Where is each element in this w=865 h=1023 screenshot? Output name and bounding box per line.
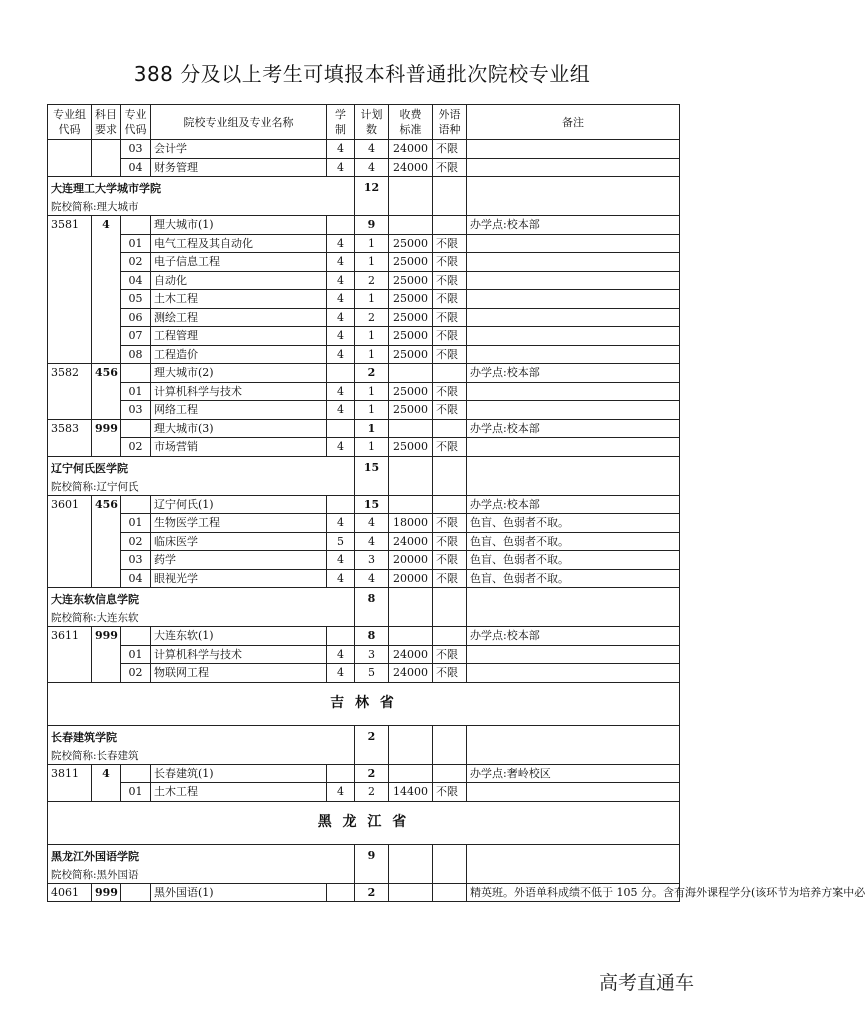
major-name: 物联网工程 xyxy=(151,664,327,683)
language: 不限 xyxy=(433,514,467,533)
plan: 4 xyxy=(355,514,389,533)
header-years: 学 制 xyxy=(327,105,355,140)
note: 办学点:校本部 xyxy=(467,364,680,383)
note xyxy=(467,645,680,664)
language: 不限 xyxy=(433,645,467,664)
empty-cell xyxy=(467,588,680,627)
major-code: 02 xyxy=(121,532,151,551)
group-plan: 8 xyxy=(355,627,389,646)
group-row xyxy=(48,764,680,783)
years: 4 xyxy=(327,551,355,570)
plan: 5 xyxy=(355,664,389,683)
major-row xyxy=(48,382,680,401)
empty-cell xyxy=(467,177,680,216)
institution-short-name: 院校简称:大连东软 xyxy=(51,612,139,624)
fee xyxy=(389,419,433,438)
empty-cell xyxy=(467,844,680,883)
plan: 1 xyxy=(355,345,389,364)
years xyxy=(327,627,355,646)
province-row xyxy=(48,801,680,844)
institution-row xyxy=(48,844,680,883)
major-code: 02 xyxy=(121,253,151,272)
institution-cell xyxy=(48,588,355,627)
empty-cell xyxy=(467,456,680,495)
header-note: 备注 xyxy=(467,105,680,140)
language: 不限 xyxy=(433,345,467,364)
empty-cell xyxy=(433,725,467,764)
major-code: 05 xyxy=(121,290,151,309)
language xyxy=(433,764,467,783)
fee: 24000 xyxy=(389,158,433,177)
note: 色盲、色弱者不取。 xyxy=(467,569,680,588)
major-code: 01 xyxy=(121,382,151,401)
years: 4 xyxy=(327,271,355,290)
note xyxy=(467,253,680,272)
group-plan: 2 xyxy=(355,883,389,902)
group-code: 3583 xyxy=(48,419,92,456)
group-row xyxy=(48,364,680,383)
major-row xyxy=(48,140,680,159)
major-name: 电气工程及其自动化 xyxy=(151,234,327,253)
years: 4 xyxy=(327,345,355,364)
major-code: 04 xyxy=(121,569,151,588)
institution-name: 黑龙江外国语学院 xyxy=(51,849,139,863)
years xyxy=(327,764,355,783)
major-name: 工程管理 xyxy=(151,327,327,346)
major-name: 电子信息工程 xyxy=(151,253,327,272)
subject-requirement: 999 xyxy=(92,419,121,456)
note xyxy=(467,140,680,159)
fee: 25000 xyxy=(389,327,433,346)
major-name: 自动化 xyxy=(151,271,327,290)
fee: 25000 xyxy=(389,234,433,253)
header-plan: 计划 数 xyxy=(355,105,389,140)
major-code: 07 xyxy=(121,327,151,346)
language: 不限 xyxy=(433,382,467,401)
major-row xyxy=(48,158,680,177)
header-group-code: 专业组 代码 xyxy=(48,105,92,140)
major-row xyxy=(48,271,680,290)
language: 不限 xyxy=(433,401,467,420)
language: 不限 xyxy=(433,532,467,551)
institution-name: 辽宁何氏医学院 xyxy=(51,461,128,475)
group-plan: 1 xyxy=(355,419,389,438)
subject-requirement xyxy=(92,140,121,177)
major-code: 03 xyxy=(121,140,151,159)
header-subject-req: 科目 要求 xyxy=(92,105,121,140)
major-name: 土木工程 xyxy=(151,783,327,802)
years: 4 xyxy=(327,234,355,253)
note xyxy=(467,783,680,802)
years: 4 xyxy=(327,158,355,177)
group-row xyxy=(48,419,680,438)
years: 4 xyxy=(327,514,355,533)
group-row xyxy=(48,883,680,902)
years: 4 xyxy=(327,664,355,683)
fee xyxy=(389,216,433,235)
empty-cell xyxy=(433,456,467,495)
language: 不限 xyxy=(433,140,467,159)
major-row xyxy=(48,253,680,272)
institution-cell xyxy=(48,456,355,495)
major-code: 08 xyxy=(121,345,151,364)
language: 不限 xyxy=(433,551,467,570)
major-name: 药学 xyxy=(151,551,327,570)
major-code: 03 xyxy=(121,401,151,420)
plan: 1 xyxy=(355,290,389,309)
major-code xyxy=(121,764,151,783)
major-name: 网络工程 xyxy=(151,401,327,420)
major-row xyxy=(48,532,680,551)
major-row xyxy=(48,234,680,253)
fee: 18000 xyxy=(389,514,433,533)
empty-cell xyxy=(433,177,467,216)
group-row xyxy=(48,495,680,514)
institution-plan: 2 xyxy=(355,725,389,764)
plan: 1 xyxy=(355,401,389,420)
major-code: 03 xyxy=(121,551,151,570)
table-header-row xyxy=(48,105,680,140)
group-name: 大连东软(1) xyxy=(151,627,327,646)
group-code: 3582 xyxy=(48,364,92,420)
major-code: 02 xyxy=(121,664,151,683)
fee: 25000 xyxy=(389,271,433,290)
years xyxy=(327,419,355,438)
years: 4 xyxy=(327,401,355,420)
subject-requirement: 4 xyxy=(92,764,121,801)
institution-short-name: 院校简称:辽宁何氏 xyxy=(51,480,139,493)
province-row xyxy=(48,682,680,725)
empty-cell xyxy=(389,725,433,764)
institution-cell xyxy=(48,725,355,764)
institution-row xyxy=(48,588,680,627)
group-row xyxy=(48,627,680,646)
years: 4 xyxy=(327,783,355,802)
major-code: 01 xyxy=(121,234,151,253)
plan: 4 xyxy=(355,532,389,551)
fee: 24000 xyxy=(389,664,433,683)
note xyxy=(467,271,680,290)
plan: 2 xyxy=(355,308,389,327)
years xyxy=(327,364,355,383)
empty-cell xyxy=(467,725,680,764)
note xyxy=(467,345,680,364)
fee: 25000 xyxy=(389,401,433,420)
institution-name: 大连东软信息学院 xyxy=(51,593,139,606)
language: 不限 xyxy=(433,783,467,802)
major-code xyxy=(121,419,151,438)
header-name: 院校专业组及专业名称 xyxy=(151,105,327,140)
years: 4 xyxy=(327,327,355,346)
plan: 3 xyxy=(355,551,389,570)
language xyxy=(433,495,467,514)
plan: 1 xyxy=(355,327,389,346)
group-code: 3601 xyxy=(48,495,92,588)
years: 4 xyxy=(327,140,355,159)
institution-name: 长春建筑学院 xyxy=(51,730,117,744)
note: 色盲、色弱者不取。 xyxy=(467,551,680,570)
note: 色盲、色弱者不取。 xyxy=(467,514,680,533)
fee xyxy=(389,495,433,514)
years: 5 xyxy=(327,532,355,551)
empty-cell xyxy=(389,844,433,883)
years: 4 xyxy=(327,290,355,309)
institution-row xyxy=(48,456,680,495)
note xyxy=(467,234,680,253)
major-row xyxy=(48,569,680,588)
note xyxy=(467,382,680,401)
group-name: 黑外国语(1) xyxy=(151,883,327,902)
plan: 1 xyxy=(355,382,389,401)
language xyxy=(433,364,467,383)
major-row xyxy=(48,783,680,802)
group-code: 3811 xyxy=(48,764,92,801)
major-code: 06 xyxy=(121,308,151,327)
major-code xyxy=(121,364,151,383)
major-row xyxy=(48,645,680,664)
group-code: 3581 xyxy=(48,216,92,364)
years: 4 xyxy=(327,645,355,664)
fee xyxy=(389,764,433,783)
years: 4 xyxy=(327,438,355,457)
watermark: 高考直通车 xyxy=(598,972,694,994)
province-name: 吉 林 省 xyxy=(48,682,680,725)
group-name: 理大城市(3) xyxy=(151,419,327,438)
major-code: 04 xyxy=(121,271,151,290)
major-row xyxy=(48,345,680,364)
plan: 1 xyxy=(355,253,389,272)
major-row xyxy=(48,438,680,457)
plan: 3 xyxy=(355,645,389,664)
plan: 2 xyxy=(355,271,389,290)
major-code xyxy=(121,495,151,514)
header-major-code: 专业 代码 xyxy=(121,105,151,140)
language: 不限 xyxy=(433,664,467,683)
note: 办学点:校本部 xyxy=(467,216,680,235)
language: 不限 xyxy=(433,438,467,457)
fee: 25000 xyxy=(389,290,433,309)
language: 不限 xyxy=(433,234,467,253)
fee xyxy=(389,883,433,902)
fee: 25000 xyxy=(389,308,433,327)
major-name: 财务管理 xyxy=(151,158,327,177)
note: 办学点:校本部 xyxy=(467,419,680,438)
major-code: 02 xyxy=(121,438,151,457)
empty-cell xyxy=(389,177,433,216)
group-plan: 15 xyxy=(355,495,389,514)
major-name: 计算机科学与技术 xyxy=(151,645,327,664)
institution-short-name: 院校简称:长春建筑 xyxy=(51,749,139,762)
plan: 4 xyxy=(355,158,389,177)
fee: 24000 xyxy=(389,140,433,159)
major-name: 眼视光学 xyxy=(151,569,327,588)
language xyxy=(433,883,467,902)
empty-cell xyxy=(389,456,433,495)
empty-cell xyxy=(433,588,467,627)
institution-short-name: 院校简称:黑外国语 xyxy=(51,868,139,881)
fee: 25000 xyxy=(389,345,433,364)
note: 办学点:奢岭校区 xyxy=(467,764,680,783)
group-name: 辽宁何氏(1) xyxy=(151,495,327,514)
major-row xyxy=(48,290,680,309)
note xyxy=(467,438,680,457)
major-row xyxy=(48,664,680,683)
institution-plan: 9 xyxy=(355,844,389,883)
header-fee: 收费 标准 xyxy=(389,105,433,140)
language: 不限 xyxy=(433,569,467,588)
institution-plan: 15 xyxy=(355,456,389,495)
subject-requirement: 4 xyxy=(92,216,121,364)
major-code: 04 xyxy=(121,158,151,177)
empty-cell xyxy=(433,844,467,883)
plan: 4 xyxy=(355,140,389,159)
plan: 2 xyxy=(355,783,389,802)
province-name: 黑 龙 江 省 xyxy=(48,801,680,844)
subject-requirement: 456 xyxy=(92,495,121,588)
note xyxy=(467,664,680,683)
fee xyxy=(389,627,433,646)
years xyxy=(327,216,355,235)
note xyxy=(467,290,680,309)
group-name: 理大城市(2) xyxy=(151,364,327,383)
major-row xyxy=(48,401,680,420)
group-row xyxy=(48,216,680,235)
note: 办学点:校本部 xyxy=(467,495,680,514)
group-code: 3611 xyxy=(48,627,92,683)
major-row xyxy=(48,308,680,327)
major-name: 土木工程 xyxy=(151,290,327,309)
major-name: 计算机科学与技术 xyxy=(151,382,327,401)
plan: 1 xyxy=(355,438,389,457)
group-name: 理大城市(1) xyxy=(151,216,327,235)
years: 4 xyxy=(327,308,355,327)
major-code xyxy=(121,627,151,646)
header-lang: 外语 语种 xyxy=(433,105,467,140)
fee: 20000 xyxy=(389,551,433,570)
major-name: 测绘工程 xyxy=(151,308,327,327)
major-code: 01 xyxy=(121,783,151,802)
major-code xyxy=(121,883,151,902)
major-name: 市场营销 xyxy=(151,438,327,457)
language: 不限 xyxy=(433,253,467,272)
fee: 14400 xyxy=(389,783,433,802)
language: 不限 xyxy=(433,158,467,177)
group-name: 长春建筑(1) xyxy=(151,764,327,783)
language: 不限 xyxy=(433,308,467,327)
years: 4 xyxy=(327,382,355,401)
years xyxy=(327,495,355,514)
group-plan: 2 xyxy=(355,364,389,383)
fee: 20000 xyxy=(389,569,433,588)
major-code xyxy=(121,216,151,235)
language xyxy=(433,216,467,235)
subject-requirement: 999 xyxy=(92,883,121,902)
group-code: 4061 xyxy=(48,883,92,902)
note xyxy=(467,158,680,177)
institution-plan: 8 xyxy=(355,588,389,627)
major-name: 临床医学 xyxy=(151,532,327,551)
fee: 24000 xyxy=(389,645,433,664)
note: 精英班。外语单科成绩不低于 105 分。含有海外课程学分(该环节为培养方案中必 xyxy=(467,883,680,902)
group-plan: 2 xyxy=(355,764,389,783)
institution-cell xyxy=(48,177,355,216)
major-code: 01 xyxy=(121,514,151,533)
major-name: 会计学 xyxy=(151,140,327,159)
institution-row xyxy=(48,725,680,764)
major-code: 01 xyxy=(121,645,151,664)
language: 不限 xyxy=(433,271,467,290)
major-name: 生物医学工程 xyxy=(151,514,327,533)
note: 色盲、色弱者不取。 xyxy=(467,532,680,551)
years xyxy=(327,883,355,902)
language: 不限 xyxy=(433,327,467,346)
note xyxy=(467,401,680,420)
fee: 24000 xyxy=(389,532,433,551)
fee: 25000 xyxy=(389,382,433,401)
years: 4 xyxy=(327,569,355,588)
years: 4 xyxy=(327,253,355,272)
major-name: 工程造价 xyxy=(151,345,327,364)
major-row xyxy=(48,327,680,346)
note: 办学点:校本部 xyxy=(467,627,680,646)
language xyxy=(433,627,467,646)
institution-name: 大连理工大学城市学院 xyxy=(51,182,161,195)
page-title: 388 分及以上考生可填报本科普通批次院校专业组 xyxy=(133,62,591,86)
subject-requirement: 456 xyxy=(92,364,121,420)
note xyxy=(467,327,680,346)
fee: 25000 xyxy=(389,438,433,457)
plan: 4 xyxy=(355,569,389,588)
fee: 25000 xyxy=(389,253,433,272)
institution-row xyxy=(48,177,680,216)
language: 不限 xyxy=(433,290,467,309)
fee xyxy=(389,364,433,383)
major-row xyxy=(48,514,680,533)
institution-cell xyxy=(48,844,355,883)
group-plan: 9 xyxy=(355,216,389,235)
language xyxy=(433,419,467,438)
subject-requirement: 999 xyxy=(92,627,121,683)
plan: 1 xyxy=(355,234,389,253)
empty-cell xyxy=(389,588,433,627)
note xyxy=(467,308,680,327)
major-row xyxy=(48,551,680,570)
institution-short-name: 院校简称:理大城市 xyxy=(51,201,139,213)
institution-plan: 12 xyxy=(355,177,389,216)
admissions-table xyxy=(47,104,865,902)
group-code xyxy=(48,140,92,177)
